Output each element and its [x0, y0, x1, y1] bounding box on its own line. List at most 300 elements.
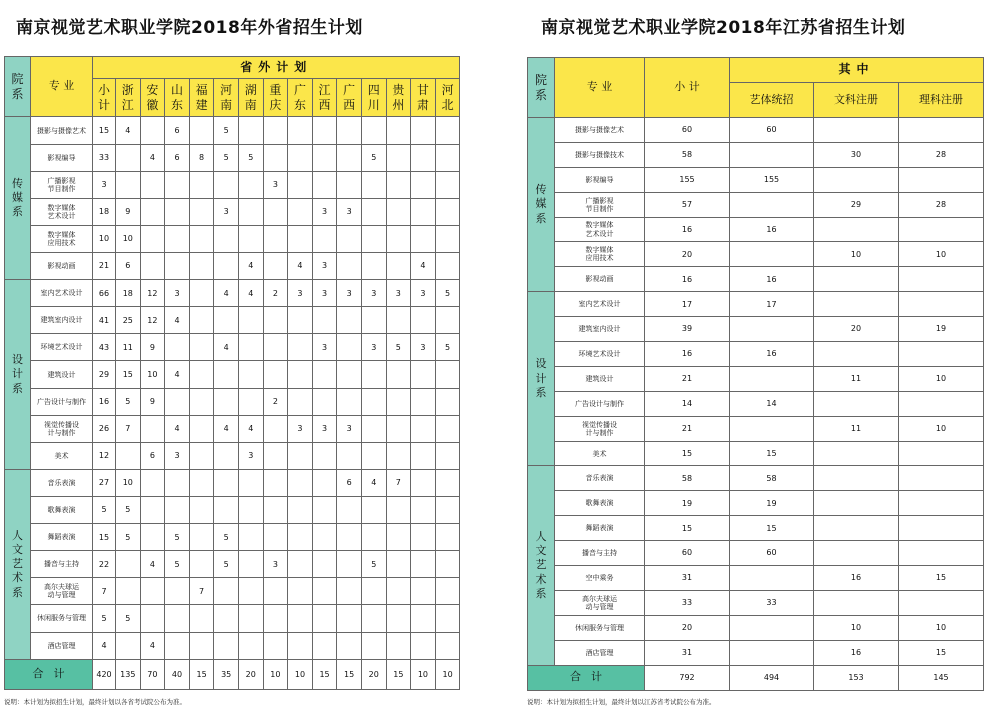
value-cell: 29	[93, 361, 116, 388]
value-cell: 58	[645, 466, 730, 491]
value-cell: 10	[814, 242, 899, 267]
value-cell: 3	[214, 198, 239, 225]
value-cell: 58	[730, 466, 814, 491]
value-cell	[238, 198, 263, 225]
value-cell	[189, 307, 214, 334]
value-cell: 10	[899, 366, 984, 391]
value-cell: 2	[263, 388, 288, 415]
value-cell	[435, 578, 460, 605]
table-row	[5, 551, 460, 578]
value-cell: 7	[93, 578, 116, 605]
value-cell: 28	[899, 192, 984, 217]
value-cell	[435, 469, 460, 496]
value-cell	[263, 334, 288, 361]
value-cell	[263, 253, 288, 280]
value-cell: 5	[93, 497, 116, 524]
value-cell	[814, 267, 899, 292]
value-cell: 58	[645, 142, 730, 167]
value-cell	[361, 442, 386, 469]
column-header-4: 福 建	[189, 79, 214, 117]
value-cell	[411, 442, 436, 469]
value-cell	[189, 524, 214, 551]
value-cell	[238, 524, 263, 551]
value-cell	[312, 388, 337, 415]
major-cell: 环境艺术设计	[555, 342, 645, 367]
major-cell: 摄影与摄像艺术	[555, 118, 645, 143]
value-cell	[337, 171, 362, 198]
value-cell: 6	[165, 117, 190, 144]
value-cell	[288, 171, 313, 198]
value-cell	[214, 225, 239, 252]
value-cell: 9	[140, 334, 165, 361]
value-cell	[899, 516, 984, 541]
value-cell: 10	[116, 225, 141, 252]
value-cell	[361, 225, 386, 252]
total-value: 40	[165, 659, 190, 689]
table-row	[5, 171, 460, 198]
value-cell: 3	[337, 280, 362, 307]
total-value: 135	[116, 659, 141, 689]
value-cell: 11	[116, 334, 141, 361]
table-row	[5, 442, 460, 469]
value-cell	[263, 469, 288, 496]
value-cell	[288, 605, 313, 632]
value-cell	[263, 632, 288, 659]
major-cell: 舞蹈表演	[31, 524, 93, 551]
value-cell	[435, 605, 460, 632]
value-cell: 4	[238, 253, 263, 280]
major-cell: 高尔夫球运 动与管理	[555, 590, 645, 615]
value-cell: 3	[165, 280, 190, 307]
major-header: 专 业	[31, 57, 93, 117]
value-cell	[386, 117, 411, 144]
value-cell	[386, 253, 411, 280]
value-cell: 7	[116, 415, 141, 442]
value-cell	[337, 388, 362, 415]
value-cell: 11	[814, 416, 899, 441]
value-cell	[361, 578, 386, 605]
value-cell	[814, 590, 899, 615]
value-cell	[140, 524, 165, 551]
value-cell: 5	[386, 334, 411, 361]
total-value: 15	[386, 659, 411, 689]
value-cell	[165, 632, 190, 659]
value-cell	[435, 551, 460, 578]
table-row	[528, 566, 984, 591]
total-value: 15	[189, 659, 214, 689]
column-header-11: 四 川	[361, 79, 386, 117]
value-cell	[899, 217, 984, 242]
value-cell	[312, 469, 337, 496]
value-cell: 3	[263, 171, 288, 198]
value-cell	[411, 144, 436, 171]
value-cell: 15	[730, 516, 814, 541]
dept-cell: 设 计 系	[5, 280, 31, 470]
value-cell: 28	[899, 142, 984, 167]
value-cell	[386, 605, 411, 632]
breakdown-group-header: 其中	[730, 58, 984, 83]
subtotal-header: 小 计	[645, 58, 730, 118]
value-cell	[312, 578, 337, 605]
value-cell	[814, 167, 899, 192]
value-cell	[386, 198, 411, 225]
value-cell	[140, 469, 165, 496]
value-cell: 10	[93, 225, 116, 252]
value-cell	[140, 253, 165, 280]
value-cell	[435, 198, 460, 225]
value-cell: 5	[214, 551, 239, 578]
value-cell	[214, 605, 239, 632]
major-cell: 美术	[555, 441, 645, 466]
value-cell: 33	[93, 144, 116, 171]
value-cell	[165, 171, 190, 198]
value-cell	[140, 497, 165, 524]
value-cell: 16	[730, 267, 814, 292]
value-cell: 3	[312, 415, 337, 442]
value-cell: 4	[140, 551, 165, 578]
table-row	[528, 416, 984, 441]
major-header: 专 业	[555, 58, 645, 118]
value-cell	[435, 253, 460, 280]
value-cell	[899, 541, 984, 566]
value-cell: 5	[116, 497, 141, 524]
out-of-province-plan-table	[4, 56, 460, 690]
value-cell	[411, 361, 436, 388]
value-cell	[189, 388, 214, 415]
major-cell: 播音与主持	[31, 551, 93, 578]
value-cell: 7	[386, 469, 411, 496]
value-cell	[386, 632, 411, 659]
major-cell: 酒店管理	[31, 632, 93, 659]
value-cell	[411, 307, 436, 334]
value-cell	[337, 334, 362, 361]
value-cell	[288, 361, 313, 388]
value-cell: 17	[730, 292, 814, 317]
dept-cell: 人 文 艺 术 系	[528, 466, 555, 665]
table-row	[528, 615, 984, 640]
value-cell	[214, 253, 239, 280]
value-cell	[814, 118, 899, 143]
value-cell	[814, 491, 899, 516]
value-cell: 43	[93, 334, 116, 361]
value-cell	[263, 225, 288, 252]
value-cell: 16	[645, 267, 730, 292]
column-header-12: 贵 州	[386, 79, 411, 117]
total-value: 494	[730, 665, 814, 690]
value-cell	[435, 117, 460, 144]
table-row	[5, 632, 460, 659]
total-value: 10	[435, 659, 460, 689]
total-value: 20	[238, 659, 263, 689]
total-value: 35	[214, 659, 239, 689]
value-cell	[814, 292, 899, 317]
value-cell: 8	[189, 144, 214, 171]
major-cell: 高尔夫球运 动与管理	[31, 578, 93, 605]
table-row	[528, 142, 984, 167]
value-cell: 12	[140, 307, 165, 334]
value-cell	[411, 497, 436, 524]
total-label: 合计	[528, 665, 645, 690]
value-cell	[337, 551, 362, 578]
value-cell	[435, 497, 460, 524]
value-cell: 4	[411, 253, 436, 280]
value-cell: 3	[337, 198, 362, 225]
value-cell: 16	[93, 388, 116, 415]
value-cell	[361, 198, 386, 225]
value-cell	[337, 225, 362, 252]
value-cell: 4	[238, 415, 263, 442]
value-cell	[899, 491, 984, 516]
value-cell: 9	[116, 198, 141, 225]
value-cell	[337, 117, 362, 144]
value-cell: 3	[361, 334, 386, 361]
major-cell: 室内艺术设计	[555, 292, 645, 317]
value-cell: 20	[814, 317, 899, 342]
value-cell: 3	[411, 280, 436, 307]
value-cell	[899, 292, 984, 317]
value-cell	[238, 225, 263, 252]
value-cell: 3	[386, 280, 411, 307]
value-cell	[238, 307, 263, 334]
value-cell: 5	[165, 524, 190, 551]
major-cell: 摄影与摄像艺术	[31, 117, 93, 144]
value-cell: 5	[116, 524, 141, 551]
value-cell: 4	[165, 415, 190, 442]
value-cell	[814, 391, 899, 416]
value-cell	[312, 117, 337, 144]
value-cell	[411, 605, 436, 632]
value-cell	[288, 198, 313, 225]
major-cell: 建筑设计	[31, 361, 93, 388]
value-cell	[899, 342, 984, 367]
value-cell: 3	[312, 198, 337, 225]
value-cell: 18	[93, 198, 116, 225]
value-cell	[140, 225, 165, 252]
major-cell: 视觉传播设 计与制作	[31, 415, 93, 442]
value-cell	[288, 225, 313, 252]
value-cell	[337, 144, 362, 171]
value-cell	[361, 632, 386, 659]
value-cell	[140, 605, 165, 632]
column-header-13: 甘 肃	[411, 79, 436, 117]
table-row	[528, 640, 984, 665]
value-cell: 155	[645, 167, 730, 192]
value-cell	[116, 578, 141, 605]
value-cell	[189, 551, 214, 578]
value-cell	[263, 442, 288, 469]
value-cell	[214, 307, 239, 334]
value-cell	[411, 171, 436, 198]
value-cell: 60	[645, 118, 730, 143]
value-cell	[288, 469, 313, 496]
left-plan-note: 说明：本计划为拟招生计划，最终计划以各省考试院公布为准。	[4, 698, 186, 706]
column-header-1: 文科注册	[814, 83, 899, 118]
major-cell: 数字媒体 应用技术	[31, 225, 93, 252]
value-cell	[214, 578, 239, 605]
table-row	[528, 242, 984, 267]
dept-cell: 设 计 系	[528, 292, 555, 466]
value-cell	[411, 469, 436, 496]
value-cell	[411, 388, 436, 415]
major-cell: 影视编导	[31, 144, 93, 171]
column-header-2: 安 徽	[140, 79, 165, 117]
value-cell: 5	[116, 605, 141, 632]
value-cell: 16	[814, 566, 899, 591]
value-cell: 25	[116, 307, 141, 334]
value-cell	[899, 441, 984, 466]
value-cell: 3	[238, 442, 263, 469]
value-cell: 16	[645, 342, 730, 367]
value-cell	[165, 578, 190, 605]
value-cell: 16	[645, 217, 730, 242]
value-cell: 19	[645, 491, 730, 516]
table-row	[528, 541, 984, 566]
table-row	[5, 605, 460, 632]
value-cell	[238, 578, 263, 605]
value-cell	[337, 605, 362, 632]
value-cell	[189, 415, 214, 442]
table-row	[5, 415, 460, 442]
value-cell	[263, 117, 288, 144]
right-plan-title: 南京视觉艺术职业学院2018年江苏省招生计划	[541, 18, 906, 38]
value-cell	[386, 171, 411, 198]
value-cell	[165, 388, 190, 415]
value-cell	[814, 342, 899, 367]
value-cell	[312, 361, 337, 388]
value-cell	[214, 469, 239, 496]
value-cell	[165, 225, 190, 252]
major-cell: 广播影视 节目制作	[555, 192, 645, 217]
value-cell	[899, 391, 984, 416]
major-cell: 美术	[31, 442, 93, 469]
value-cell: 5	[238, 144, 263, 171]
table-row	[528, 366, 984, 391]
value-cell: 21	[645, 416, 730, 441]
major-cell: 视觉传播设 计与制作	[555, 416, 645, 441]
table-row	[528, 491, 984, 516]
value-cell	[189, 442, 214, 469]
dept-header: 院 系	[528, 58, 555, 118]
value-cell	[288, 578, 313, 605]
column-header-5: 河 南	[214, 79, 239, 117]
value-cell	[411, 415, 436, 442]
value-cell	[435, 388, 460, 415]
value-cell: 6	[165, 144, 190, 171]
total-value: 792	[645, 665, 730, 690]
table-row	[5, 578, 460, 605]
value-cell: 6	[140, 442, 165, 469]
value-cell: 5	[361, 144, 386, 171]
value-cell: 60	[645, 541, 730, 566]
value-cell	[386, 415, 411, 442]
table-row	[5, 117, 460, 144]
value-cell: 11	[814, 366, 899, 391]
value-cell: 60	[730, 541, 814, 566]
column-header-8: 广 东	[288, 79, 313, 117]
value-cell	[116, 144, 141, 171]
value-cell	[730, 640, 814, 665]
table-row	[5, 388, 460, 415]
value-cell: 9	[140, 388, 165, 415]
major-cell: 休闲服务与管理	[555, 615, 645, 640]
table-row	[5, 334, 460, 361]
major-cell: 建筑设计	[555, 366, 645, 391]
value-cell: 3	[312, 280, 337, 307]
major-cell: 播音与主持	[555, 541, 645, 566]
major-cell: 建筑室内设计	[31, 307, 93, 334]
table-row	[5, 144, 460, 171]
value-cell	[263, 361, 288, 388]
column-header-6: 湖 南	[238, 79, 263, 117]
value-cell: 15	[645, 516, 730, 541]
total-value: 15	[312, 659, 337, 689]
value-cell	[337, 361, 362, 388]
value-cell: 5	[93, 605, 116, 632]
right-plan-note: 说明：本计划为拟招生计划，最终计划以江苏省考试院公布为准。	[527, 698, 716, 706]
value-cell	[116, 632, 141, 659]
value-cell	[361, 497, 386, 524]
value-cell	[238, 469, 263, 496]
value-cell	[288, 442, 313, 469]
total-value: 10	[263, 659, 288, 689]
value-cell: 5	[214, 117, 239, 144]
value-cell	[337, 524, 362, 551]
value-cell: 15	[116, 361, 141, 388]
value-cell	[730, 242, 814, 267]
value-cell: 12	[93, 442, 116, 469]
table-row	[528, 217, 984, 242]
column-header-9: 江 西	[312, 79, 337, 117]
value-cell: 7	[189, 578, 214, 605]
value-cell	[165, 198, 190, 225]
value-cell	[140, 171, 165, 198]
value-cell: 3	[411, 334, 436, 361]
value-cell	[312, 225, 337, 252]
total-value: 145	[899, 665, 984, 690]
table-row	[528, 267, 984, 292]
value-cell	[312, 551, 337, 578]
value-cell	[411, 117, 436, 144]
value-cell	[165, 469, 190, 496]
major-cell: 建筑室内设计	[555, 317, 645, 342]
major-cell: 广告设计与制作	[555, 391, 645, 416]
value-cell	[312, 171, 337, 198]
value-cell	[263, 198, 288, 225]
table-row	[528, 292, 984, 317]
value-cell	[312, 632, 337, 659]
table-row	[528, 391, 984, 416]
table-row	[5, 280, 460, 307]
value-cell	[165, 334, 190, 361]
table-row	[5, 198, 460, 225]
value-cell	[214, 497, 239, 524]
value-cell	[435, 632, 460, 659]
value-cell: 5	[435, 280, 460, 307]
value-cell	[337, 497, 362, 524]
value-cell	[189, 253, 214, 280]
value-cell	[165, 253, 190, 280]
value-cell: 5	[361, 551, 386, 578]
major-cell: 空中乘务	[555, 566, 645, 591]
value-cell	[288, 632, 313, 659]
value-cell: 3	[165, 442, 190, 469]
value-cell	[263, 497, 288, 524]
value-cell	[899, 118, 984, 143]
major-cell: 音乐表演	[555, 466, 645, 491]
value-cell	[899, 466, 984, 491]
value-cell: 31	[645, 566, 730, 591]
value-cell: 19	[899, 317, 984, 342]
